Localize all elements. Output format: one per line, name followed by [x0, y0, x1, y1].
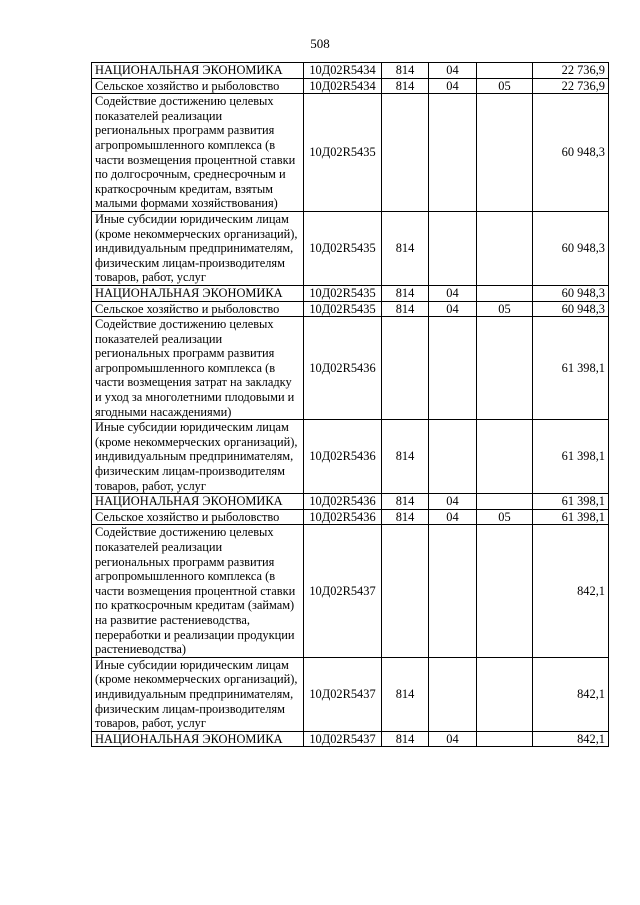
- row-name: НАЦИОНАЛЬНАЯ ЭКОНОМИКА: [92, 63, 304, 79]
- row-name: НАЦИОНАЛЬНАЯ ЭКОНОМИКА: [92, 285, 304, 301]
- table-row: [92, 509, 609, 525]
- row-target-code: 10Д02R5436: [304, 509, 382, 525]
- row-target-code: 10Д02R5435: [304, 211, 382, 285]
- row-section: 04: [429, 63, 477, 79]
- budget-table: [91, 62, 609, 747]
- row-section: [429, 657, 477, 731]
- table-row: [92, 301, 609, 317]
- table-row: [92, 94, 609, 212]
- table-row: [92, 494, 609, 510]
- row-target-code: 10Д02R5437: [304, 657, 382, 731]
- row-target-code: 10Д02R5435: [304, 94, 382, 212]
- row-amount: 842,1: [533, 657, 609, 731]
- table-row: [92, 731, 609, 747]
- row-section: 04: [429, 494, 477, 510]
- row-subsection: 05: [477, 78, 533, 94]
- row-amount: 22 736,9: [533, 78, 609, 94]
- row-expense-type: 814: [382, 285, 429, 301]
- row-target-code: 10Д02R5436: [304, 494, 382, 510]
- row-name: Сельское хозяйство и рыболовство: [92, 509, 304, 525]
- row-expense-type: 814: [382, 63, 429, 79]
- row-subsection: [477, 285, 533, 301]
- table-row: [92, 420, 609, 494]
- row-amount: 842,1: [533, 731, 609, 747]
- row-name: Иные субсидии юридическим лицам (кроме некоммерческих организаций), индивидуальным предпринимателям, физическим лицам-производителям товаров, работ, услуг: [92, 657, 304, 731]
- row-expense-type: 814: [382, 78, 429, 94]
- row-name: Иные субсидии юридическим лицам (кроме некоммерческих организаций), индивидуальным предпринимателям, физическим лицам-производителям товаров, работ, услуг: [92, 211, 304, 285]
- row-amount: 842,1: [533, 525, 609, 657]
- row-expense-type: [382, 525, 429, 657]
- row-subsection: [477, 494, 533, 510]
- row-target-code: 10Д02R5436: [304, 317, 382, 420]
- row-section: [429, 94, 477, 212]
- row-subsection: [477, 94, 533, 212]
- row-amount: 22 736,9: [533, 63, 609, 79]
- row-name: Сельское хозяйство и рыболовство: [92, 78, 304, 94]
- row-subsection: [477, 657, 533, 731]
- row-subsection: 05: [477, 509, 533, 525]
- row-name: Содействие достижению целевых показателей реализации региональных программ развития агропромышленного комплекса (в части возмещения процентной ставки по краткосрочным кредитам (займам) на развитие растениеводства, переработки и реализации продукции растениеводства): [92, 525, 304, 657]
- row-amount: 60 948,3: [533, 301, 609, 317]
- row-subsection: [477, 731, 533, 747]
- row-name: Содействие достижению целевых показателей реализации региональных программ развития агропромышленного комплекса (в части возмещения затрат на закладку и уход за многолетними плодовыми и ягодными насаждениями): [92, 317, 304, 420]
- row-name: НАЦИОНАЛЬНАЯ ЭКОНОМИКА: [92, 731, 304, 747]
- row-expense-type: 814: [382, 731, 429, 747]
- table-row: [92, 525, 609, 657]
- row-expense-type: 814: [382, 509, 429, 525]
- row-expense-type: [382, 94, 429, 212]
- table-row: [92, 285, 609, 301]
- table-row: [92, 211, 609, 285]
- row-section: [429, 211, 477, 285]
- row-name: Сельское хозяйство и рыболовство: [92, 301, 304, 317]
- row-subsection: [477, 420, 533, 494]
- table-row: [92, 78, 609, 94]
- row-expense-type: 814: [382, 301, 429, 317]
- row-section: 04: [429, 301, 477, 317]
- row-expense-type: 814: [382, 494, 429, 510]
- row-subsection: [477, 525, 533, 657]
- row-section: 04: [429, 78, 477, 94]
- row-expense-type: 814: [382, 657, 429, 731]
- page-number: 508: [310, 36, 330, 51]
- row-amount: 61 398,1: [533, 509, 609, 525]
- row-subsection: [477, 63, 533, 79]
- row-name: НАЦИОНАЛЬНАЯ ЭКОНОМИКА: [92, 494, 304, 510]
- table-row: [92, 63, 609, 79]
- row-target-code: 10Д02R5435: [304, 285, 382, 301]
- row-amount: 61 398,1: [533, 420, 609, 494]
- row-target-code: 10Д02R5436: [304, 420, 382, 494]
- row-subsection: 05: [477, 301, 533, 317]
- table-row: [92, 657, 609, 731]
- row-target-code: 10Д02R5435: [304, 301, 382, 317]
- row-amount: 60 948,3: [533, 285, 609, 301]
- row-subsection: [477, 317, 533, 420]
- row-section: 04: [429, 509, 477, 525]
- row-subsection: [477, 211, 533, 285]
- row-target-code: 10Д02R5437: [304, 525, 382, 657]
- row-section: 04: [429, 285, 477, 301]
- row-expense-type: [382, 317, 429, 420]
- row-name: Содействие достижению целевых показателей реализации региональных программ развития агропромышленного комплекса (в части возмещения процентной ставки по долгосрочным, среднесрочным и краткосрочным кредитам, взятым малыми формами хозяйствования): [92, 94, 304, 212]
- row-expense-type: 814: [382, 211, 429, 285]
- row-amount: 60 948,3: [533, 94, 609, 212]
- row-section: [429, 525, 477, 657]
- row-section: 04: [429, 731, 477, 747]
- row-expense-type: 814: [382, 420, 429, 494]
- row-amount: 60 948,3: [533, 211, 609, 285]
- row-target-code: 10Д02R5434: [304, 78, 382, 94]
- row-target-code: 10Д02R5437: [304, 731, 382, 747]
- table-row: [92, 317, 609, 420]
- row-section: [429, 317, 477, 420]
- row-target-code: 10Д02R5434: [304, 63, 382, 79]
- row-amount: 61 398,1: [533, 317, 609, 420]
- row-name: Иные субсидии юридическим лицам (кроме некоммерческих организаций), индивидуальным предпринимателям, физическим лицам-производителям товаров, работ, услуг: [92, 420, 304, 494]
- row-amount: 61 398,1: [533, 494, 609, 510]
- row-section: [429, 420, 477, 494]
